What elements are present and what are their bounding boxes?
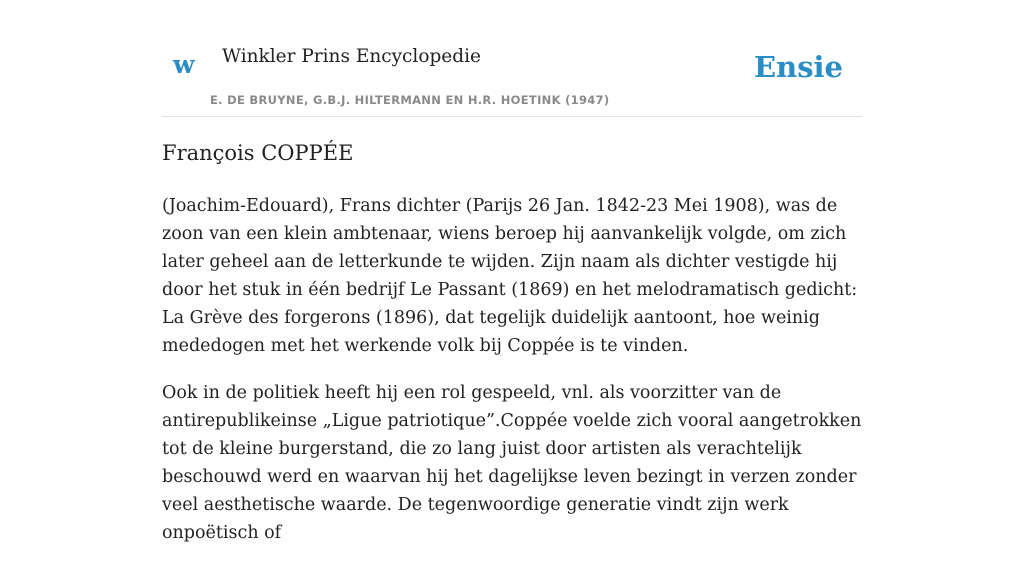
ensie-logo[interactable]: Ensie	[754, 50, 843, 84]
publication-title[interactable]: Winkler Prins Encyclopedie	[222, 46, 481, 67]
publication-authors: E. DE BRUYNE, G.B.J. HILTERMANN EN H.R. HOETINK (1947)	[210, 93, 610, 107]
article-body	[162, 192, 862, 566]
article-title: François COPPÉE	[162, 141, 354, 165]
header	[162, 0, 862, 117]
winkler-prins-logo[interactable]: w	[173, 50, 195, 79]
article-paragraph: Ook in de politiek heeft hij een rol gespeeld, vnl. als voorzitter van de antirepublikeinse „Ligue patriotique”.Coppée voelde zich vooral aangetrokken tot de kleine burgerstand, die zo lang juist door artisten als verachtelijk beschouwd werd en waarvan hij het dagelijkse leven bezingt in verzen zonder veel aesthetische waarde. De tegenwoordige generatie vindt zijn werk onpoëtisch of	[162, 383, 862, 543]
article-paragraph: (Joachim-Edouard), Frans dichter (Parijs 26 Jan. 1842-23 Mei 1908), was de zoon van een klein ambtenaar, wiens beroep hij aanvankelijk volgde, om zich later geheel aan de letterkunde te wijden. Zijn naam als dichter vestigde hij door het stuk in één bedrijf Le Passant (1869) en het melodramatisch gedicht: La Grève des forgerons (1896), dat tegelijk duidelijk aantoont, hoe weinig mededogen met het werkende volk bij Coppée is te vinden.	[162, 196, 858, 356]
